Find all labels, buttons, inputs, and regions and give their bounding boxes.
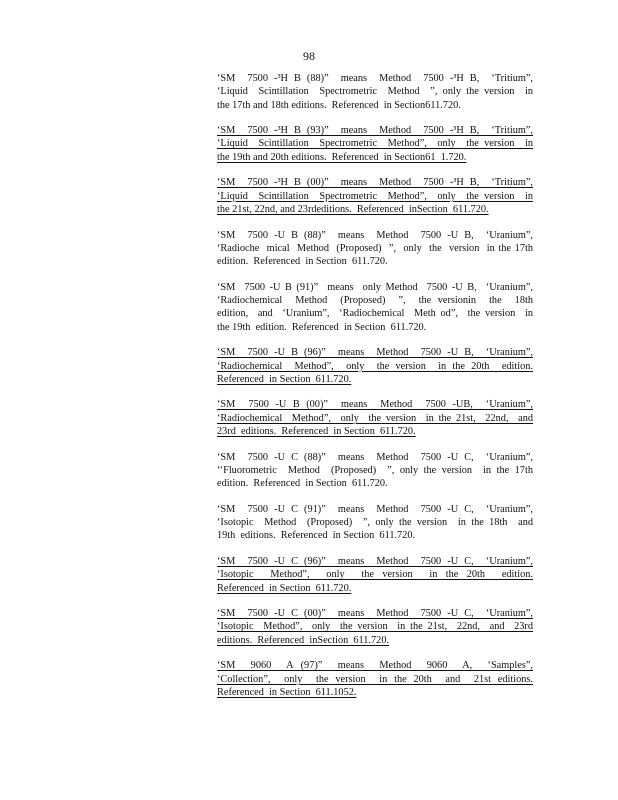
definition-line: ‘SM 9060 A (97)” means Method 9060 A, ‘Samples”, [217,660,533,672]
definition-entry [217,451,533,491]
definition-line: Referenced in Section 611.1052. [217,686,357,698]
definition-line: 23rd editions. Referenced in Section 611.720. [217,426,416,438]
definition-line: edition, and ‘Uranium”, ‘Radiochemical Meth od”, the version in [217,308,533,320]
definition-entry [217,503,533,543]
definition-line: the 21st, 22nd, and 23rdeditions. Referenced inSection 611.720. [217,203,489,215]
definition-line: edition. Referenced in Section 611.720. [217,256,388,268]
page-number: 98 [303,49,315,63]
definition-line: editions. Referenced inSection 611.720. [217,634,390,646]
definition-entry [217,346,533,386]
definition-line: ‘Liquid Scintillation Spectrometric Method ”, only the version in [217,86,533,98]
definition-entry [217,398,533,438]
definition-entry [217,176,533,216]
definition-line: ‘Liquid Scintillation Spectrometric Method”, only the version in [217,138,533,150]
definition-entry [217,124,533,164]
definition-line: ‘Liquid Scintillation Spectrometric Method”, only the version in [217,190,533,202]
definition-line: ‘Collection”, only the version in the 20th and 21st editions. [217,673,533,685]
definition-line: ‘Radiochemical Method (Proposed) ”, the versionin the 18th [217,295,533,307]
definition-line: ‘SM 7500 -U B (91)” means only Method 7500 -U B, ‘Uranium”, [217,281,533,293]
definition-line: ‘SM 7500 -U B (00)” means Method 7500 -UB, ‘Uranium”, [217,399,533,411]
definition-line: ‘Radioche mical Method (Proposed) ”, only the version in the 17th [217,242,533,254]
definition-entry [217,72,533,112]
definition-line: ‘SM 7500 -U C (91)” means Method 7500 -U C, ‘Uranium”, [217,503,533,515]
definition-line: ‘‘Fluorometric Method (Proposed) ”, only the version in the 17th [217,464,533,476]
definition-line: ‘SM 7500 -U B (96)” means Method 7500 -U B, ‘Uranium”, [217,347,533,359]
definition-line: ‘Isotopic Method”, only the version in the 21st, 22nd, and 23rd [217,621,533,633]
definition-entry [217,281,533,334]
definition-line: the 17th and 18th editions. Referenced in Section611.720. [217,99,461,111]
definition-line: ‘SM 7500 -³H B (93)” means Method 7500 -³H B, ‘Tritium”, [217,125,533,137]
definition-entry [217,555,533,595]
definition-line: ‘Isotopic Method”, only the version in the 20th edition. [217,569,533,581]
definitions-list [217,72,533,712]
definition-line: ‘SM 7500 -³H B (88)” means Method 7500 -³H B, ‘Tritium”, [217,73,533,84]
definition-line: ‘SM 7500 -U B (88)” means Method 7500 -U B, ‘Uranium”, [217,229,533,241]
definition-line: ‘SM 7500 -U C (88)” means Method 7500 -U C, ‘Uranium”, [217,451,533,463]
definition-line: 19th editions. Referenced in Section 611.720. [217,530,416,542]
definition-line: Referenced in Section 611.720. [217,582,352,594]
definition-line: ‘Radiochemical Method”, only the version in the 21st, 22nd, and [217,412,533,424]
definition-line: ‘Isotopic Method (Proposed) ”, only the version in the 18th and [217,517,533,529]
definition-entry [217,229,533,269]
definition-line: ‘Radiochemical Method”, only the version in the 20th edition. [217,360,533,372]
definition-line: ‘SM 7500 -U C (00)” means Method 7500 -U C, ‘Uranium”, [217,608,533,620]
definition-line: the 19th and 20th editions. Referenced in Section61 1.720. [217,151,467,163]
definition-entry [217,607,533,647]
definition-entry [217,659,533,699]
definition-line: ‘SM 7500 -U C (96)” means Method 7500 -U C, ‘Uranium”, [217,555,533,567]
definition-line: Referenced in Section 611.720. [217,373,352,385]
definition-line: the 19th edition. Referenced in Section 611.720. [217,321,427,333]
definition-line: ‘SM 7500 -³H B (00)” means Method 7500 -³H B, ‘Tritium”, [217,177,533,189]
definition-line: edition. Referenced in Section 611.720. [217,478,388,490]
